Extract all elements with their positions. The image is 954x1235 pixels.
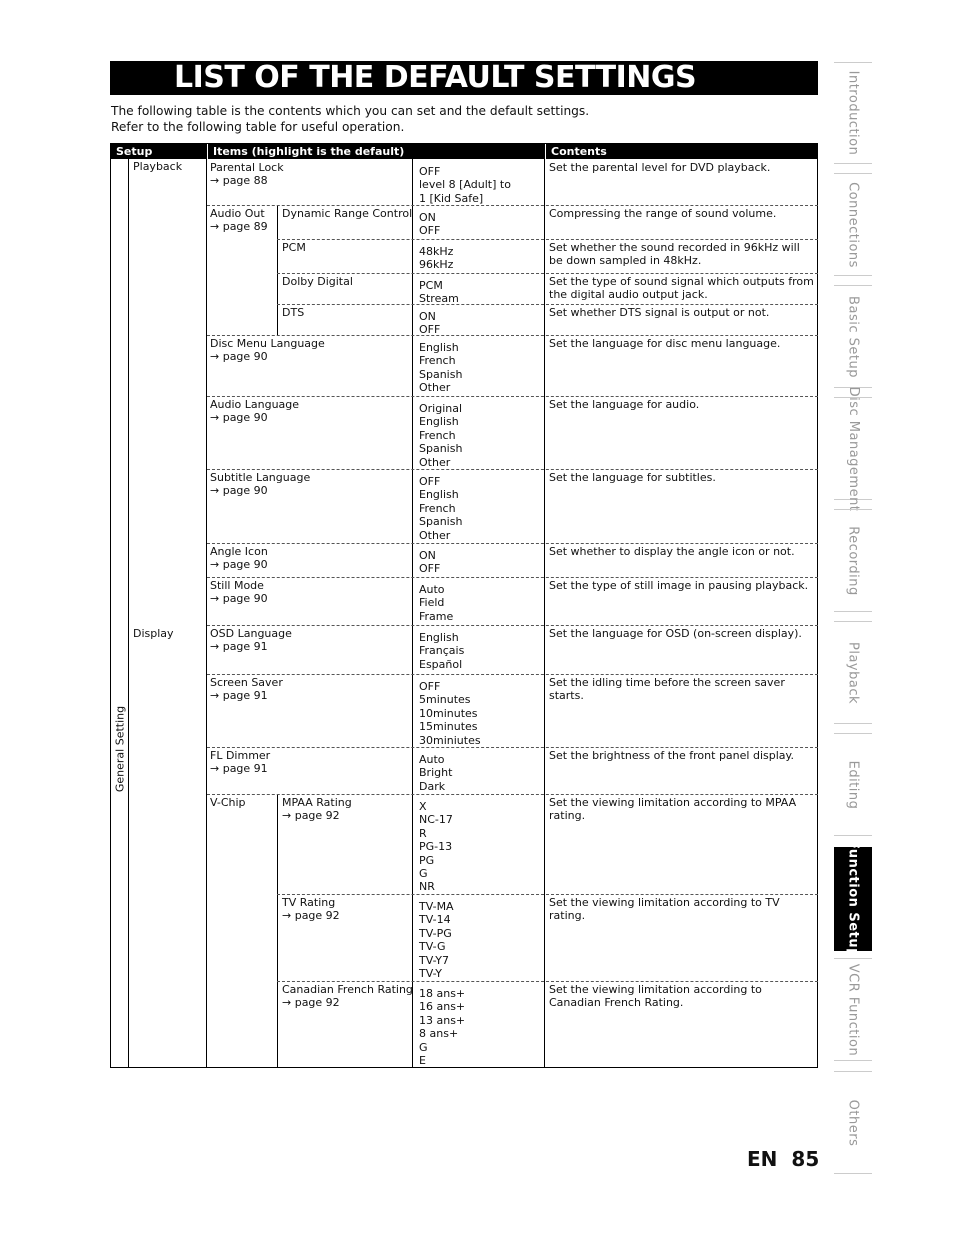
setting-value: English bbox=[419, 415, 459, 429]
row-divider bbox=[207, 205, 818, 206]
row-divider bbox=[207, 747, 818, 748]
setting-value: 8 ans+ bbox=[419, 1027, 459, 1041]
sub-item-page-ref: → page 92 bbox=[282, 809, 340, 822]
setting-value: G bbox=[419, 1040, 428, 1054]
header-items: Items (highlight is the default) bbox=[207, 144, 545, 159]
setting-value: 16 ans+ bbox=[419, 1000, 466, 1014]
item-label: V-Chip bbox=[210, 796, 246, 809]
item-label: FL Dimmer bbox=[210, 749, 271, 762]
title-bar bbox=[110, 61, 818, 95]
setting-value: Stream bbox=[419, 292, 459, 306]
tab-editing[interactable]: Editing bbox=[834, 733, 872, 836]
setting-value: PG bbox=[419, 853, 435, 867]
setting-value: ON bbox=[419, 310, 436, 323]
sub-item-label: DTS bbox=[282, 306, 305, 319]
item-label: OSD Language bbox=[210, 627, 292, 640]
setting-description: Set the parental level for DVD playback. bbox=[549, 161, 771, 174]
setting-description: Set whether the sound recorded in 96kHz will be down sampled in 48kHz. bbox=[549, 241, 800, 268]
setting-value: French bbox=[419, 428, 456, 442]
setting-value: 13 ans+ bbox=[419, 1013, 466, 1027]
row-divider bbox=[207, 625, 818, 626]
intro-text bbox=[111, 104, 589, 135]
setting-value: English bbox=[419, 341, 459, 354]
setting-value: OFF bbox=[419, 224, 441, 238]
setting-value: Other bbox=[419, 528, 451, 542]
setting-value: French bbox=[419, 354, 456, 368]
intro-line-2: Refer to the following table for useful operation. bbox=[111, 119, 405, 134]
tab-recording[interactable]: Recording bbox=[834, 509, 872, 612]
setting-value: Original bbox=[419, 402, 463, 415]
setting-value: TV-MA bbox=[419, 900, 454, 913]
setting-description: Set the type of still image in pausing playback. bbox=[549, 579, 809, 592]
settings-table bbox=[110, 143, 818, 1068]
row-divider bbox=[277, 894, 818, 895]
sub-item-label: Dynamic Range Control bbox=[282, 207, 413, 220]
item-page-ref: → page 90 bbox=[210, 411, 268, 424]
setting-value: ON bbox=[419, 549, 436, 562]
row-divider bbox=[207, 469, 818, 470]
row-divider bbox=[277, 239, 818, 240]
setting-value: Auto bbox=[419, 753, 445, 766]
page-title: LIST OF THE DEFAULT SETTINGS bbox=[174, 60, 697, 95]
header-setup: Setup bbox=[111, 144, 207, 159]
setting-value: NC-17 bbox=[419, 813, 453, 827]
setting-value: English bbox=[419, 488, 459, 502]
header-contents: Contents bbox=[545, 144, 817, 159]
setting-description: Set whether DTS signal is output or not. bbox=[549, 306, 770, 319]
setting-description: Set the language for OSD (on-screen display). bbox=[549, 627, 802, 640]
setting-value: 48kHz bbox=[419, 245, 454, 258]
setting-value: PG-13 bbox=[419, 840, 453, 854]
setting-description: Set the type of sound signal which outputs from the digital audio output jack. bbox=[549, 275, 814, 302]
sub-item-page-ref: → page 92 bbox=[282, 996, 340, 1009]
setting-value: 30miniutes bbox=[419, 733, 481, 747]
setting-value: 5minutes bbox=[419, 693, 471, 707]
item-label: Audio Out bbox=[210, 207, 265, 220]
setting-value: 96kHz bbox=[419, 258, 454, 272]
setting-value: Spanish bbox=[419, 442, 463, 456]
setting-value: TV-PG bbox=[419, 926, 452, 940]
setting-description: Set the language for disc menu language. bbox=[549, 337, 781, 350]
row-divider bbox=[207, 396, 818, 397]
item-page-ref: → page 91 bbox=[210, 689, 268, 702]
row-divider bbox=[207, 335, 818, 336]
sub-item-label: MPAA Rating bbox=[282, 796, 352, 809]
setting-description: Set the viewing limitation according to MPAA rating. bbox=[549, 796, 797, 823]
item-label: Parental Lock bbox=[210, 161, 284, 174]
sub-item-label: Canadian French Rating bbox=[282, 983, 413, 996]
setting-value: Bright bbox=[419, 766, 453, 780]
setting-value: PCM bbox=[419, 279, 443, 292]
row-divider bbox=[277, 304, 818, 305]
setting-value: X bbox=[419, 800, 427, 813]
tab-playback[interactable]: Playback bbox=[834, 621, 872, 724]
setting-description: Set the language for subtitles. bbox=[549, 471, 716, 484]
setting-value: 18 ans+ bbox=[419, 987, 466, 1000]
item-label: Subtitle Language bbox=[210, 471, 311, 484]
setting-value: Field bbox=[419, 596, 445, 610]
tab-connections[interactable]: Connections bbox=[834, 173, 872, 276]
setting-value: R bbox=[419, 826, 427, 840]
group-display: Display bbox=[133, 627, 174, 640]
setting-value: Spanish bbox=[419, 367, 463, 381]
item-page-ref: → page 90 bbox=[210, 558, 268, 571]
sub-item-label: Dolby Digital bbox=[282, 275, 353, 288]
tab-others[interactable]: Others bbox=[834, 1071, 872, 1174]
setting-value: Dark bbox=[419, 779, 446, 793]
setting-value: OFF bbox=[419, 323, 441, 337]
setting-value: French bbox=[419, 501, 456, 515]
tab-disc-management[interactable]: Disc Management bbox=[834, 397, 872, 500]
vchip-divider bbox=[277, 794, 278, 1067]
setting-value: G bbox=[419, 867, 428, 880]
setting-value: 15minutes bbox=[419, 720, 478, 734]
setting-value: Other bbox=[419, 455, 451, 469]
setting-value: 10minutes bbox=[419, 706, 478, 720]
setting-value: E bbox=[419, 1054, 426, 1067]
row-divider bbox=[207, 674, 818, 675]
item-label: Screen Saver bbox=[210, 676, 283, 689]
tab-vcr-function[interactable]: VCR Function bbox=[834, 958, 872, 1061]
item-page-ref: → page 89 bbox=[210, 220, 268, 233]
tab-introduction[interactable]: Introduction bbox=[834, 62, 872, 164]
row-divider bbox=[207, 794, 818, 795]
row-divider bbox=[277, 273, 818, 274]
tab-basic-setup[interactable]: Basic Setup bbox=[834, 285, 872, 388]
sub-item-page-ref: → page 92 bbox=[282, 909, 340, 922]
setting-value: TV-Y7 bbox=[419, 953, 449, 967]
setting-description: Set the idling time before the screen saver starts. bbox=[549, 676, 785, 703]
setting-value: Spanish bbox=[419, 515, 463, 529]
item-page-ref: → page 88 bbox=[210, 174, 268, 187]
setting-description: Set the viewing limitation according to TV rating. bbox=[549, 896, 780, 923]
setting-description: Set the viewing limitation according to Canadian French Rating. bbox=[549, 983, 762, 1010]
intro-line-1: The following table is the contents which you can set and the default settings. bbox=[111, 104, 590, 118]
item-page-ref: → page 90 bbox=[210, 592, 268, 605]
setting-value: 1 [Kid Safe] bbox=[419, 191, 484, 205]
item-label: Still Mode bbox=[210, 579, 264, 592]
setting-value: ON bbox=[419, 211, 436, 224]
setting-description: Compressing the range of sound volume. bbox=[549, 207, 777, 220]
setting-value: Français bbox=[419, 644, 465, 658]
setting-value: TV-G bbox=[419, 940, 446, 954]
item-page-ref: → page 90 bbox=[210, 350, 268, 363]
audio-out-divider bbox=[277, 205, 278, 335]
setting-description: Set whether to display the angle icon or not. bbox=[549, 545, 795, 558]
setting-value: Auto bbox=[419, 583, 445, 596]
item-label: Angle Icon bbox=[210, 545, 268, 558]
row-divider bbox=[207, 543, 818, 544]
setting-description: Set the brightness of the front panel display. bbox=[549, 749, 794, 762]
setting-value: English bbox=[419, 631, 459, 644]
setting-value: NR bbox=[419, 880, 435, 894]
item-page-ref: → page 91 bbox=[210, 762, 268, 775]
setting-value: OFF bbox=[419, 475, 441, 488]
setting-value: OFF bbox=[419, 680, 441, 693]
row-divider bbox=[277, 981, 818, 982]
item-label: Audio Language bbox=[210, 398, 300, 411]
item-page-ref: → page 91 bbox=[210, 640, 268, 653]
general-setting-label: General Setting bbox=[113, 705, 126, 793]
sub-item-label: TV Rating bbox=[282, 896, 336, 909]
sub-item-label: PCM bbox=[282, 241, 306, 254]
setting-value: Español bbox=[419, 657, 463, 671]
row-divider bbox=[207, 577, 818, 578]
item-page-ref: → page 90 bbox=[210, 484, 268, 497]
setting-value: OFF bbox=[419, 562, 441, 576]
setting-value: OFF bbox=[419, 165, 441, 178]
group-playback: Playback bbox=[133, 160, 183, 173]
item-label: Disc Menu Language bbox=[210, 337, 325, 350]
setting-value: Frame bbox=[419, 609, 454, 623]
setting-value: Other bbox=[419, 381, 451, 395]
setting-value: TV-14 bbox=[419, 913, 451, 927]
page-number: EN 85 bbox=[747, 1147, 820, 1171]
setting-value: TV-Y bbox=[419, 967, 442, 980]
setting-description: Set the language for audio. bbox=[549, 398, 700, 411]
tab-function-setup[interactable]: Function Setup bbox=[834, 847, 872, 951]
setting-value: level 8 [Adult] to bbox=[419, 178, 511, 192]
